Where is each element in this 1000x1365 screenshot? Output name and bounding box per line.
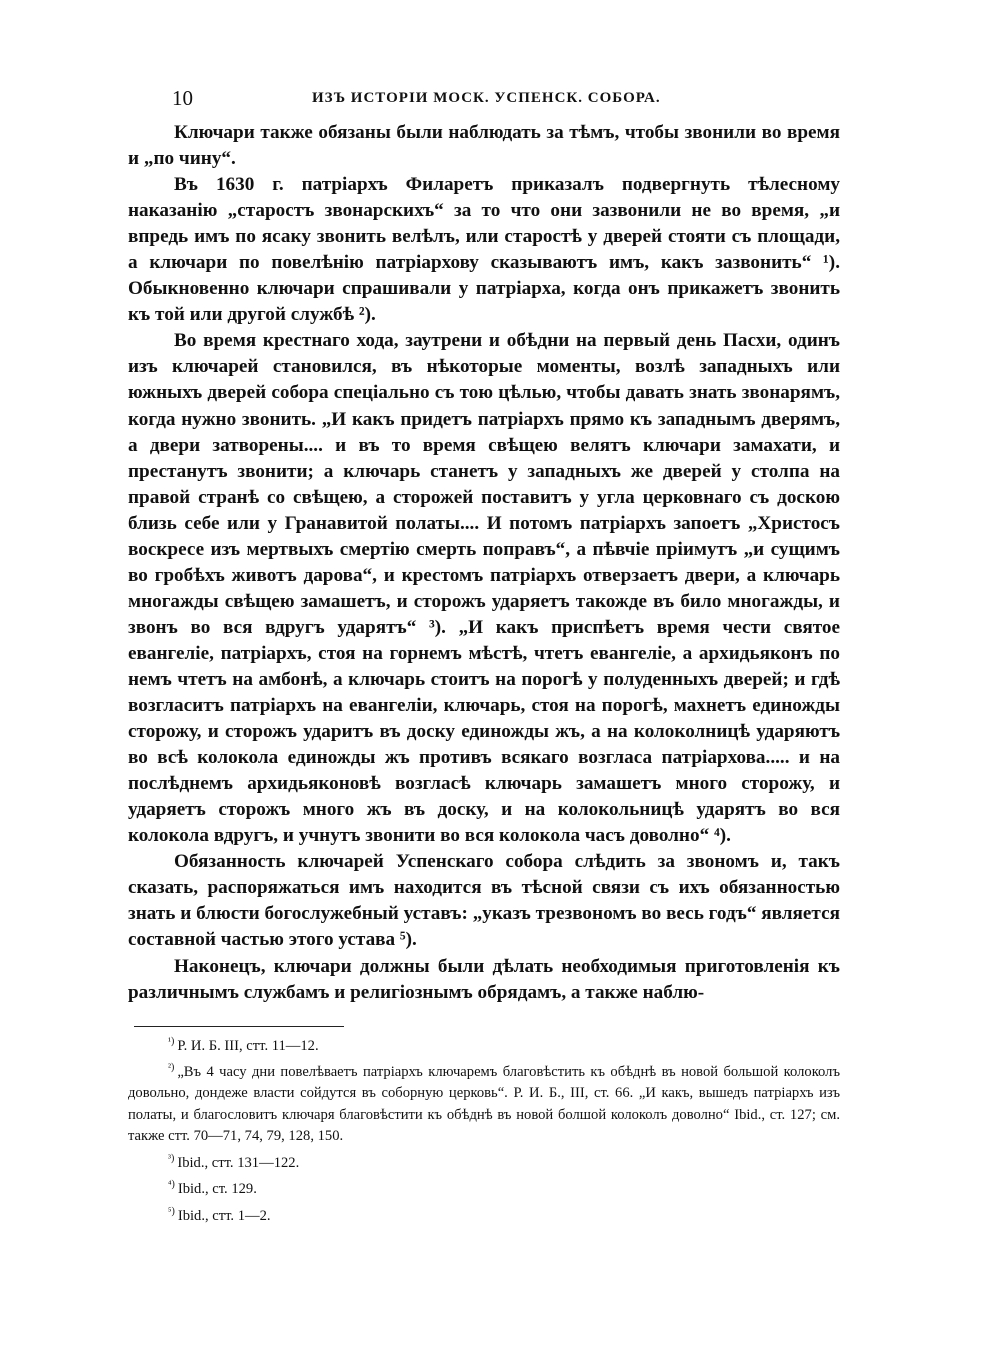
footnote-text: Р. И. Б. III, стт. 11—12. (177, 1037, 319, 1054)
footnote-text: Ibid., стт. 1—2. (177, 1207, 271, 1224)
footnote-marker: ⁴) (168, 1179, 175, 1191)
footnotes (128, 1031, 840, 1227)
footnote (128, 1201, 840, 1227)
footnote (128, 1057, 840, 1148)
footnote-marker: ²) (168, 1061, 175, 1073)
footnote-divider (134, 1026, 344, 1027)
footnote-text: Ibid., ст. 129. (177, 1181, 257, 1198)
page-header (128, 80, 840, 120)
footnote (128, 1031, 840, 1057)
paragraph: Въ 1630 г. патріархъ Филаретъ приказалъ подвергнуть тѣлесному наказанію „старостъ звонарскихъ“ за то что они зазвонили не во время, „и впредь имъ по ясаку звонить велѣлъ, или старостѣ у дверей стояти съ площади, а ключари по повелѣнію патріархову сказываютъ имъ, какъ зазвонить“ ¹). Обыкновенно ключари спрашивали у патріарха, когда онъ прикажетъ звонить къ той или другой службѣ ²). (128, 174, 840, 326)
paragraph: Ключари также обязаны были наблюдать за тѣмъ, чтобы звонили во время и „по чину“. (128, 122, 840, 170)
footnote (128, 1174, 840, 1200)
footnote-text: „Въ 4 часу дни повелѣваетъ патріархъ ключаремъ благовѣстить къ обѣднѣ въ новой большой колоколъ довольно, дондеже власти сойдутся въ соборную церковь“. Р. И. Б., III, ст. 66. „И какъ, вышедъ патріархъ изъ полаты, и благословитъ ключаря благовѣстити къ обѣднѣ въ новой болшой колоколъ доволно“ Ibid., ст. 127; см. также стт. 70—71, 74, 79, 128, 150. (128, 1063, 840, 1145)
page (128, 80, 840, 1227)
running-title: ИЗЪ ИСТОРІИ МОСК. УСПЕНСК. СОБОРА. (312, 90, 661, 106)
footnote (128, 1148, 840, 1174)
footnote-marker: ⁵) (168, 1205, 175, 1217)
body-text (128, 120, 840, 1006)
paragraph: Наконецъ, ключари должны были дѣлать необходимыя приготовленія къ различнымъ службамъ и религіознымъ обрядамъ, а также наблю- (128, 955, 840, 1003)
footnote-text: Ibid., стт. 131—122. (177, 1154, 300, 1171)
paragraph: Обязанность ключарей Успенскаго собора слѣдить за звономъ и, такъ сказать, распоряжаться имъ находится въ тѣсной связи съ ихъ обязанностью знать и блюсти богослужебный уставъ: „указъ трезвономъ во весь годъ“ является составной частью этого устава ⁵). (128, 851, 840, 951)
footnote-marker: ¹) (168, 1035, 175, 1047)
footnote-marker: ³) (168, 1152, 175, 1164)
page-number: 10 (172, 86, 193, 110)
paragraph: Во время крестнаго хода, заутрени и обѣдни на первый день Пасхи, одинъ изъ ключарей становился, въ нѣкоторые моменты, возлѣ западныхъ или южныхъ дверей собора спеціально съ тою цѣлью, чтобы давать знать звонарямъ, когда нужно звонить. „И какъ придетъ патріархъ прямо къ западнымъ дверямъ, а двери затворены.... и въ то время свѣщею велятъ ключари замахати, и престанутъ звонити; а ключарь станетъ у западныхъ же дверей у столпа на правой странѣ со свѣщею, а сторожей поставитъ у угла церковнаго съ доскою близь себе или у Гранавитой полаты.... И потомъ патріархъ запоетъ „Христосъ воскресе изъ мертвыхъ смертію смерть поправъ“, а пѣвчіе пріимутъ „и сущимъ во гробѣхъ животъ дарова“, и крестомъ патріархъ отверзаетъ двери, а ключарь многажды свѣщею замашетъ, и сторожъ ударяетъ такожде въ било многажды, и звонъ во вся вдругъ ударятъ“ ³). „И какъ приспѣетъ время чести святое евангеліе, патріархъ, стоя на горнемъ мѣстѣ, чтетъ евангеліе, а архидьяконъ по немъ чтетъ на амбонѣ, а ключарь стоитъ на порогѣ у полуденныхъ дверей; и гдѣ возгласитъ патріархъ на евангеліи, ключарь, стоя на порогѣ, махнетъ единожды сторожу, и сторожъ ударитъ въ доску единожды жъ, а на колоколницѣ ударяютъ во всѣ колокола единожды жъ противъ всякаго возгласа патріархова..... и на послѣднемъ архидьяконовѣ возгласѣ ключарь замашетъ много сторожу, и ударяетъ сторожъ много жъ въ доску, и на колокольницѣ ударятъ во вся колокола вдругъ, и учнутъ звонити во вся колокола часъ доволно“ ⁴). (128, 330, 840, 847)
